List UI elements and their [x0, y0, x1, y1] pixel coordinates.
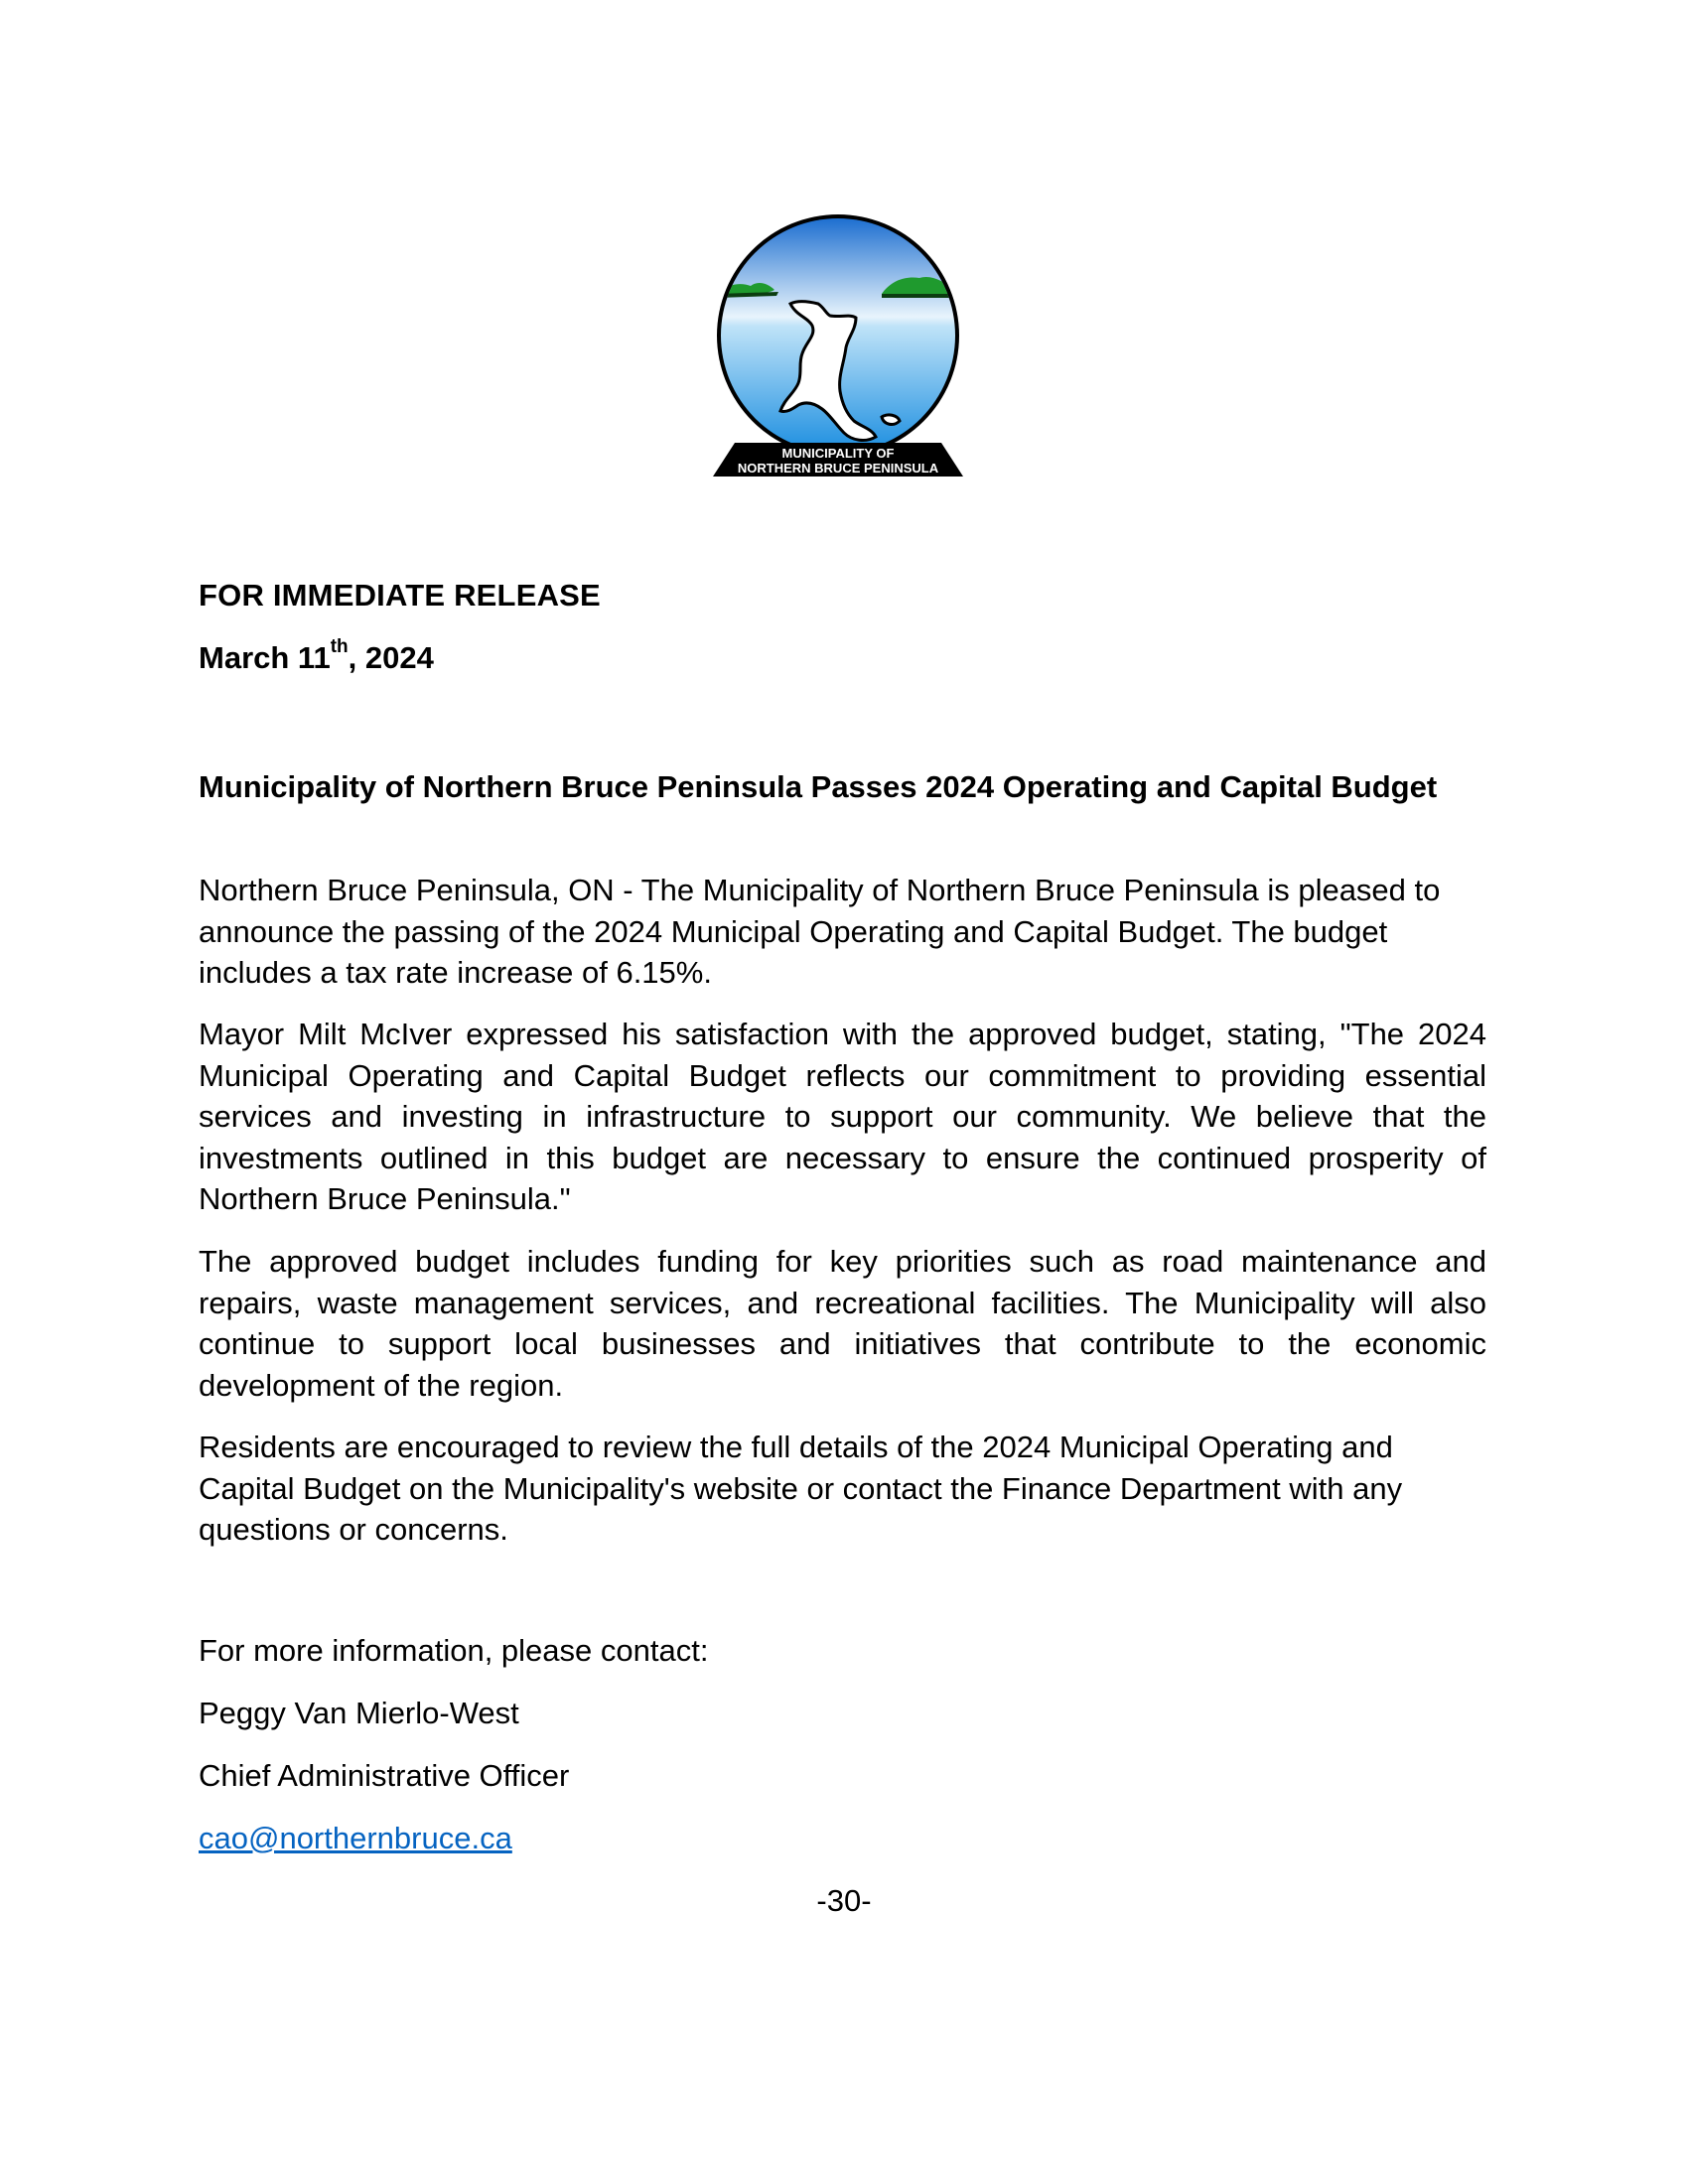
headline: Municipality of Northern Bruce Peninsula Passes 2024 Operating and Capital Budget: [199, 769, 1438, 804]
contact-intro: For more information, please contact:: [199, 1633, 709, 1668]
release-label: FOR IMMEDIATE RELEASE: [199, 578, 601, 613]
date-superscript: th: [330, 636, 349, 657]
end-mark: -30-: [816, 1883, 872, 1918]
paragraph-announcement: Northern Bruce Peninsula, ON - The Municipality of Northern Bruce Peninsula is pleased to announce the passing of the 2024 Municipal Operating and Capital Budget. The budget includes a tax rate increase of 6.15%.: [199, 873, 1441, 990]
paragraph-residents: Residents are encouraged to review the full details of the 2024 Municipal Operating and Capital Budget on the Municipality's website or contact the Finance Department with any questions or concerns.: [199, 1430, 1403, 1547]
contact-name: Peggy Van Mierlo-West: [199, 1696, 519, 1730]
municipality-logo: [707, 208, 969, 478]
contact-title: Chief Administrative Officer: [199, 1758, 570, 1793]
date-suffix: , 2024: [348, 640, 434, 675]
logo-text-line1: MUNICIPALITY OF: [781, 446, 895, 461]
paragraph-mayor-quote: Mayor Milt McIver expressed his satisfaction with the approved budget, stating, "The 2024 Municipal Operating and Capital Budget reflects our commitment to providing essential services and investing in infrastructure to support our community. We believe that the investments outlined in this budget are necessary to ensure the continued prosperity of Northern Bruce Peninsula.": [199, 1017, 1486, 1216]
date-prefix: March 11: [199, 640, 331, 675]
paragraph-priorities: The approved budget includes funding for key priorities such as road maintenance and repairs, waste management services, and recreational facilities. The Municipality will also continue to support local businesses and initiatives that contribute to the economic development of the region.: [199, 1244, 1486, 1403]
logo-emblem: [707, 208, 969, 478]
contact-email-link[interactable]: cao@northernbruce.ca: [199, 1821, 512, 1855]
release-date: [199, 636, 434, 676]
logo-text-line2: NORTHERN BRUCE PENINSULA: [737, 461, 939, 476]
